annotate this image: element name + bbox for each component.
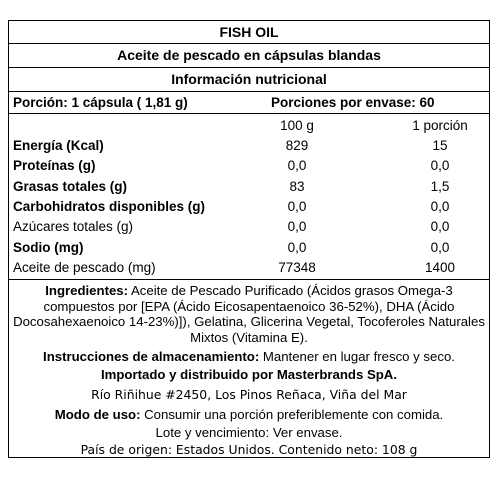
- servings-per-container: Porciones por envase: 60: [271, 95, 435, 110]
- lot-line: Lote y vencimiento: Ver envase.: [155, 425, 343, 440]
- column-header-100g: 100 g: [280, 118, 314, 133]
- usage-text: Consumir una porción preferiblemente con comida.: [140, 407, 444, 422]
- nutrition-label: [8, 20, 490, 458]
- nutrient-name: Energía (Kcal): [13, 138, 104, 153]
- divider: [9, 43, 489, 44]
- usage-label: Modo de uso:: [54, 407, 141, 422]
- nutrient-name: Aceite de pescado (mg): [13, 259, 156, 275]
- nutrient-name: Sodio (mg): [13, 239, 84, 255]
- portion-label: Porción: 1 cápsula ( 1,81 g): [13, 95, 188, 110]
- nutrient-name: Grasas totales (g): [13, 178, 128, 194]
- nutrient-value-portion: 0,0: [430, 198, 450, 214]
- nutrient-value-100g: 77348: [278, 259, 316, 275]
- importer-line: Importado y distribuido por Masterbrands SpA.: [100, 367, 397, 382]
- nutrient-value-100g: 0,0: [287, 158, 307, 174]
- ingredients-label: Ingredientes:: [45, 283, 129, 298]
- product-subtitle: Aceite de pescado en cápsulas blandas: [117, 47, 381, 63]
- nutrient-value-portion: 1,5: [430, 178, 450, 194]
- nutrient-value-portion: 15: [432, 138, 448, 153]
- storage-text: Mantener en lugar fresco y seco.: [259, 349, 455, 364]
- divider: [9, 113, 489, 114]
- nutrient-value-portion: 1400: [424, 259, 456, 275]
- divider: [9, 67, 489, 68]
- nutrient-value-portion: 0,0: [430, 239, 450, 255]
- nutrient-value-portion: 0,0: [430, 158, 450, 174]
- nutrient-value-100g: 83: [289, 178, 305, 194]
- nutrient-name: Carbohidratos disponibles (g): [13, 198, 206, 214]
- divider: [9, 279, 489, 280]
- address-line: Río Riñihue #2450, Los Pinos Reñaca, Viña del Mar: [91, 387, 407, 402]
- nutrient-value-100g: 829: [285, 138, 309, 153]
- origin-line: País de origen: Estados Unidos. Contenido neto: 108 g: [80, 442, 418, 457]
- nutrient-name: Proteínas (g): [13, 158, 96, 174]
- ingredients-block: [13, 283, 485, 345]
- usage-block: [13, 407, 485, 423]
- nutrient-value-100g: 0,0: [287, 198, 307, 214]
- section-title: Información nutricional: [171, 71, 327, 87]
- ingredients-text: Aceite de Pescado Purificado (Ácidos grasos Omega-3 compuestos por [EPA (Ácido Eicosapentaenoico 36-52%), DHA (Ácido Docosahexaenoico 14-23%)]), Gelatina, Glicerina Vegetal, Tocoferoles Naturales Mixtos (Vitamina E).: [13, 283, 485, 345]
- storage-block: [13, 349, 485, 365]
- divider: [9, 91, 489, 92]
- storage-label: Instrucciones de almacenamiento:: [43, 349, 260, 364]
- nutrient-value-portion: 0,0: [430, 219, 450, 235]
- nutrient-value-100g: 0,0: [287, 239, 307, 255]
- nutrient-name: Azúcares totales (g): [13, 219, 134, 235]
- nutrient-value-100g: 0,0: [287, 219, 307, 235]
- column-header-portion: 1 porción: [412, 118, 468, 133]
- product-title: FISH OIL: [219, 24, 279, 40]
